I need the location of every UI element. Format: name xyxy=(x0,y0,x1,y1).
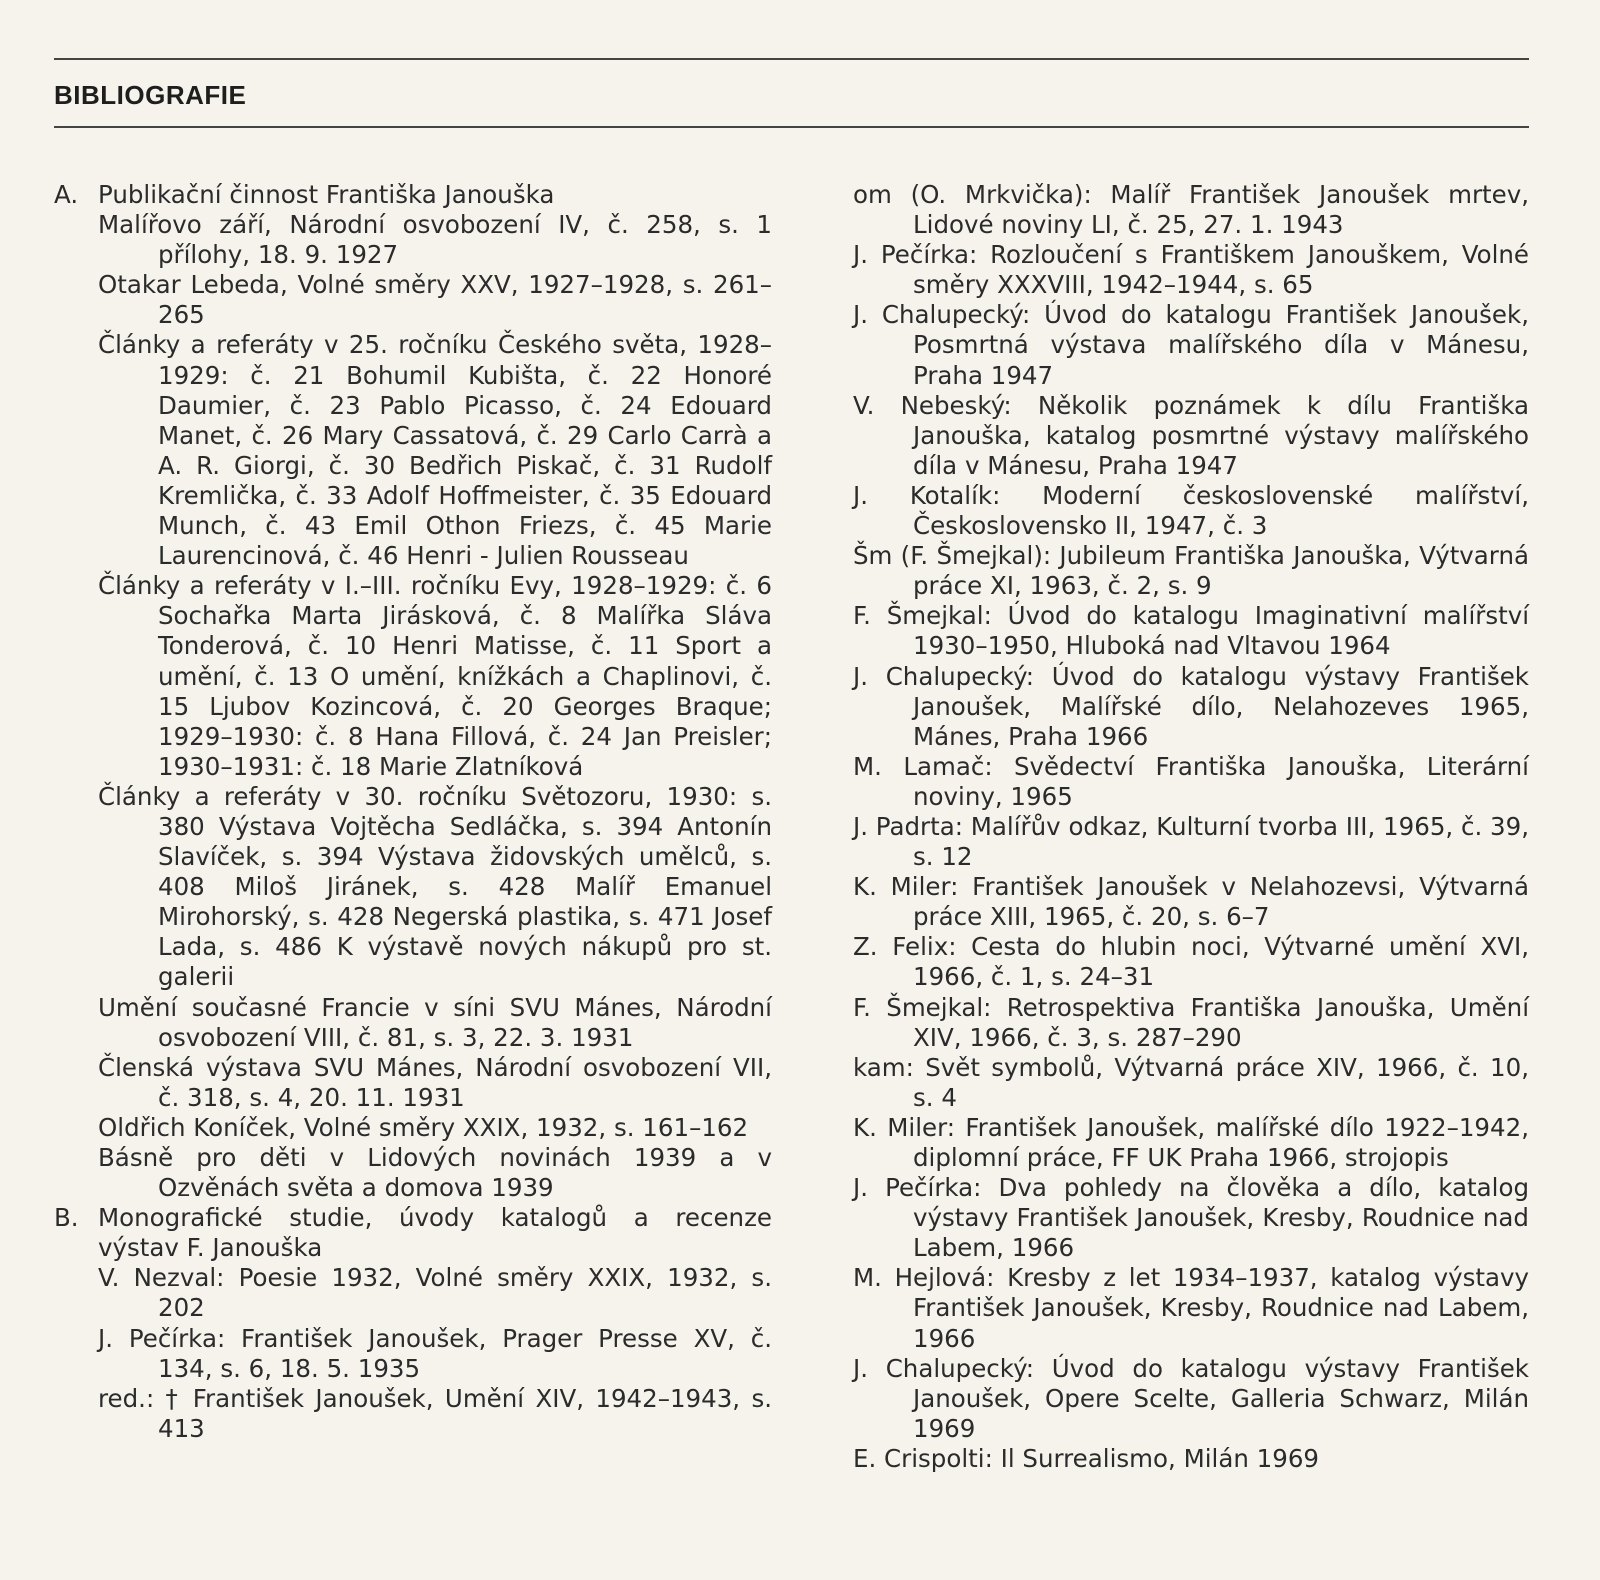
bibliography-entry: V. Nebeský: Několik poznámek k dílu Františka Janouška, katalog posmrtné výstavy malířského díla v Mánesu, Praha 1947 xyxy=(853,390,1529,480)
section-b-title-continued: výstav F. Janouška xyxy=(98,1233,323,1263)
bibliography-entry: J. Padrta: Malířův odkaz, Kulturní tvorba III, 1965, č. 39, s. 12 xyxy=(853,811,1529,872)
bibliography-entry: J. Chalupecký: Úvod do katalogu výstavy František Janoušek, Malířské dílo, Nelahozeves 1965, Mánes, Praha 1966 xyxy=(853,661,1529,751)
bibliography-entry: E. Crispolti: Il Surrealismo, Milán 1969 xyxy=(853,1443,1320,1473)
bibliography-entry: Články a referáty v 30. ročníku Světozoru, 1930: s. 380 Výstava Vojtěcha Sedláčka, s. 394 Antonín Slavíček, s. 394 Výstava židovských umělců, s. 408 Miloš Jiránek, s. 428 Malíř Emanuel Mirohorský, s. 428 Negerská plastika, s. 471 Josef Lada, s. 486 K výstavě nových nákupů pro st. galerii xyxy=(98,781,772,992)
section-a-header xyxy=(54,180,772,210)
bibliography-entry: Malířovo září, Národní osvobození IV, č. 258, s. 1 přílohy, 18. 9. 1927 xyxy=(98,210,772,270)
bibliography-entry: Šm (F. Šmejkal): Jubileum Františka Janouška, Výtvarná práce XI, 1963, č. 2, s. 9 xyxy=(853,541,1529,601)
section-a-title: Publikační činnost Františka Janouška xyxy=(98,180,555,209)
bibliography-entry: V. Nezval: Poesie 1932, Volné směry XXIX, 1932, s. 202 xyxy=(98,1263,772,1323)
section-b-entries-left xyxy=(98,1263,772,1444)
bibliography-entry: M. Hejlová: Kresby z let 1934–1937, katalog výstavy František Janoušek, Kresby, Roudnice nad Labem, 1966 xyxy=(853,1263,1529,1353)
bibliography-entry: Umění současné Francie v síni SVU Mánes, Národní osvobození VIII, č. 81, s. 3, 22. 3. 1931 xyxy=(98,992,772,1052)
bibliography-entry: kam: Svět symbolů, Výtvarná práce XIV, 1966, č. 10, s. 4 xyxy=(853,1052,1529,1112)
section-b-letter: B. xyxy=(54,1203,79,1233)
bibliography-entry: Otakar Lebeda, Volné směry XXV, 1927–1928, s. 261–265 xyxy=(98,270,772,330)
page-title: BIBLIOGRAFIE xyxy=(54,80,247,110)
section-b-title: Monografické studie, úvody katalogů a recenze xyxy=(98,1203,772,1233)
bibliography-entry: F. Šmejkal: Úvod do katalogu Imaginativní malířství 1930–1950, Hluboká nad Vltavou 1964 xyxy=(853,601,1529,661)
bibliography-entry: J. Kotalík: Moderní československé malířství, Československo II, 1947, č. 3 xyxy=(853,480,1529,541)
bibliography-entry: K. Miler: František Janoušek v Nelahozevsi, Výtvarná práce XIII, 1965, č. 20, s. 6–7 xyxy=(853,872,1529,932)
bibliography-entry: M. Lamač: Svědectví Františka Janouška, Literární noviny, 1965 xyxy=(853,751,1529,811)
top-rule xyxy=(54,58,1529,60)
bibliography-entry: om (O. Mrkvička): Malíř František Janoušek mrtev, Lidové noviny LI, č. 25, 27. 1. 1943 xyxy=(853,180,1529,240)
section-b-header xyxy=(54,1203,772,1233)
bibliography-entry: Z. Felix: Cesta do hlubin noci, Výtvarné umění XVI, 1966, č. 1, s. 24–31 xyxy=(853,932,1529,992)
bibliography-entry: red.: † František Janoušek, Umění XIV, 1942–1943, s. 413 xyxy=(98,1383,772,1443)
bibliography-entry: Členská výstava SVU Mánes, Národní osvobození VII, č. 318, s. 4, 20. 11. 1931 xyxy=(98,1052,772,1112)
left-column xyxy=(54,180,772,1444)
bibliography-entry: J. Pečírka: František Janoušek, Prager Presse XV, č. 134, s. 6, 18. 5. 1935 xyxy=(98,1323,772,1383)
right-column xyxy=(853,180,1529,1474)
section-a-entries xyxy=(98,210,772,1203)
bibliography-entry: Články a referáty v 25. ročníku Českého světa, 1928–1929: č. 21 Bohumil Kubišta, č. 22 Honoré Daumier, č. 23 Pablo Picasso, č. 24 Edouard Manet, č. 26 Mary Cassatová, č. 29 Carlo Carrà a A. R. Giorgi, č. 30 Bedřich Piskač, č. 31 Rudolf Kremlička, č. 33 Adolf Hoffmeister, č. 35 Edouard Munch, č. 43 Emil Othon Friezs, č. 45 Marie Laurencinová, č. 46 Henri - Julien Rousseau xyxy=(98,330,772,571)
heading-rule xyxy=(54,126,1529,128)
bibliography-entry: J. Pečírka: Dva pohledy na člověka a dílo, katalog výstavy František Janoušek, Kresby, Roudnice nad Labem, 1966 xyxy=(853,1173,1529,1263)
bibliography-entry: J. Pečírka: Rozloučení s Františkem Janouškem, Volné směry XXXVIII, 1942–1944, s. 65 xyxy=(853,240,1529,300)
bibliography-entry: Oldřich Koníček, Volné směry XXIX, 1932, s. 161–162 xyxy=(98,1112,749,1142)
bibliography-entry: Básně pro děti v Lidových novinách 1939 a v Ozvěnách světa a domova 1939 xyxy=(98,1143,772,1203)
bibliography-entry: Články a referáty v I.–III. ročníku Evy, 1928–1929: č. 6 Sochařka Marta Jirásková, č. 8 Malířka Sláva Tonderová, č. 10 Henri Matisse, č. 11 Sport a umění, č. 13 O umění, knížkách a Chaplinovi, č. 15 Ljubov Kozincová, č. 20 Georges Braque; 1929–1930: č. 8 Hana Fillová, č. 24 Jan Preisler; 1930–1931: č. 18 Marie Zlatníková xyxy=(98,571,772,781)
bibliography-entry: J. Chalupecký: Úvod do katalogu František Janoušek, Posmrtná výstava malířského díla v Mánesu, Praha 1947 xyxy=(853,300,1529,390)
bibliography-entry: J. Chalupecký: Úvod do katalogu výstavy František Janoušek, Opere Scelte, Galleria Schwarz, Milán 1969 xyxy=(853,1353,1529,1443)
bibliography-entry: F. Šmejkal: Retrospektiva Františka Janouška, Umění XIV, 1966, č. 3, s. 287–290 xyxy=(853,992,1529,1052)
section-a-letter: A. xyxy=(54,180,79,209)
bibliography-entry: K. Miler: František Janoušek, malířské dílo 1922–1942, diplomní práce, FF UK Praha 1966, strojopis xyxy=(853,1112,1529,1172)
